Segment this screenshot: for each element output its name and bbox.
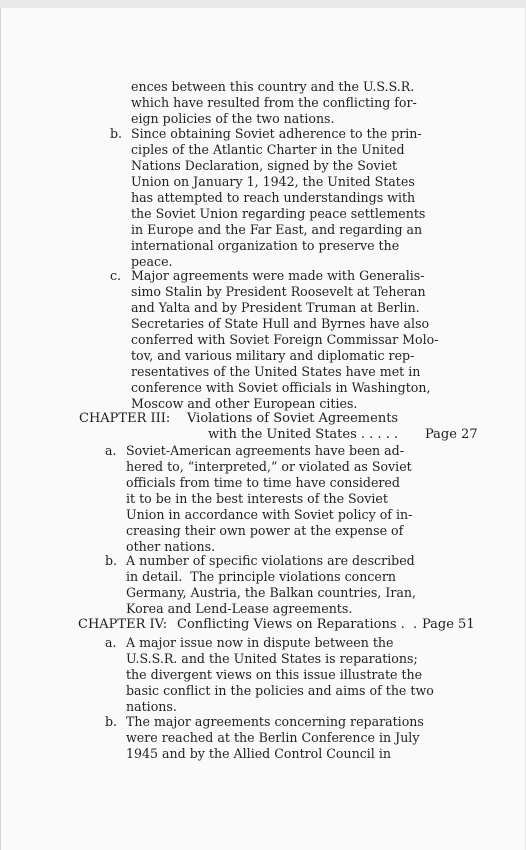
item-label: b. bbox=[105, 553, 118, 568]
text-line: tov, and various military and diplomatic rep- bbox=[131, 348, 415, 363]
text-line: ciples of the Atlantic Charter in the United bbox=[131, 142, 405, 157]
text-line: officials from time to time have considered bbox=[126, 475, 400, 490]
item-label: a. bbox=[105, 635, 117, 650]
text-line: peace. bbox=[131, 254, 173, 269]
text-line: ences between this country and the U.S.S.R. bbox=[131, 79, 415, 94]
text-line: creasing their own power at the expense of bbox=[126, 523, 404, 538]
text-line: basic conflict in the policies and aims of the two bbox=[126, 683, 434, 698]
text-line: nations. bbox=[126, 699, 177, 714]
page-reference: Page 27 bbox=[425, 427, 478, 442]
text-line: U.S.S.R. and the United States is reparations; bbox=[126, 651, 418, 666]
text-line: resentatives of the United States have met in bbox=[131, 364, 421, 379]
text-line: Soviet-American agreements have been ad- bbox=[126, 443, 404, 458]
page-reference: Page 51 bbox=[422, 617, 475, 632]
text-line: Moscow and other European cities. bbox=[131, 396, 358, 411]
chapter-title-leader: Conflicting Views on Reparations . . bbox=[177, 617, 418, 632]
text-line: 1945 and by the Allied Control Council in bbox=[126, 746, 391, 761]
chapter-label: CHAPTER III: bbox=[79, 411, 171, 426]
text-line: hered to, “interpreted,” or violated as Soviet bbox=[126, 459, 412, 474]
text-line: Secretaries of State Hull and Byrnes have also bbox=[131, 316, 430, 331]
text-line: conference with Soviet officials in Washington, bbox=[131, 380, 431, 395]
text-line: Major agreements were made with Generalis- bbox=[131, 268, 425, 283]
text-line: The major agreements concerning reparations bbox=[126, 714, 424, 729]
text-line: Korea and Lend-Lease agreements. bbox=[126, 601, 353, 616]
text-line: other nations. bbox=[126, 539, 216, 554]
text-line: Union in accordance with Soviet policy of in- bbox=[126, 507, 413, 522]
chapter-label: CHAPTER IV: bbox=[78, 617, 168, 632]
chapter-title-leader: with the United States . . . . . bbox=[208, 427, 399, 442]
text-line: the Soviet Union regarding peace settlements bbox=[131, 206, 426, 221]
text-line: and Yalta and by President Truman at Berlin. bbox=[131, 300, 420, 315]
chapter-title: Violations of Soviet Agreements bbox=[187, 411, 399, 426]
text-line: conferred with Soviet Foreign Commissar Molo- bbox=[131, 332, 439, 347]
text-line: were reached at the Berlin Conference in July bbox=[126, 730, 420, 745]
text-line: has attempted to reach understandings with bbox=[131, 190, 416, 205]
text-line: international organization to preserve the bbox=[131, 238, 400, 253]
item-label: b. bbox=[105, 714, 118, 729]
text-line: A number of specific violations are described bbox=[126, 553, 415, 568]
text-line: the divergent views on this issue illustrate the bbox=[126, 667, 423, 682]
text-line: in Europe and the Far East, and regarding an bbox=[131, 222, 423, 237]
text-line: Union on January 1, 1942, the United States bbox=[131, 174, 415, 189]
text-line: in detail. The principle violations concern bbox=[126, 569, 396, 584]
text-line: Nations Declaration, signed by the Soviet bbox=[131, 158, 398, 173]
document-page bbox=[0, 8, 525, 850]
text-line: Germany, Austria, the Balkan countries, Iran, bbox=[126, 585, 417, 600]
item-label: a. bbox=[105, 443, 117, 458]
text-line: A major issue now in dispute between the bbox=[126, 635, 394, 650]
text-line: which have resulted from the conflicting for- bbox=[131, 95, 417, 110]
text-line: Since obtaining Soviet adherence to the prin- bbox=[131, 126, 422, 141]
item-label: b. bbox=[110, 126, 123, 141]
text-line: eign policies of the two nations. bbox=[131, 111, 335, 126]
item-label: c. bbox=[110, 268, 122, 283]
text-line: it to be in the best interests of the Soviet bbox=[126, 491, 388, 506]
text-line: simo Stalin by President Roosevelt at Teheran bbox=[131, 284, 426, 299]
